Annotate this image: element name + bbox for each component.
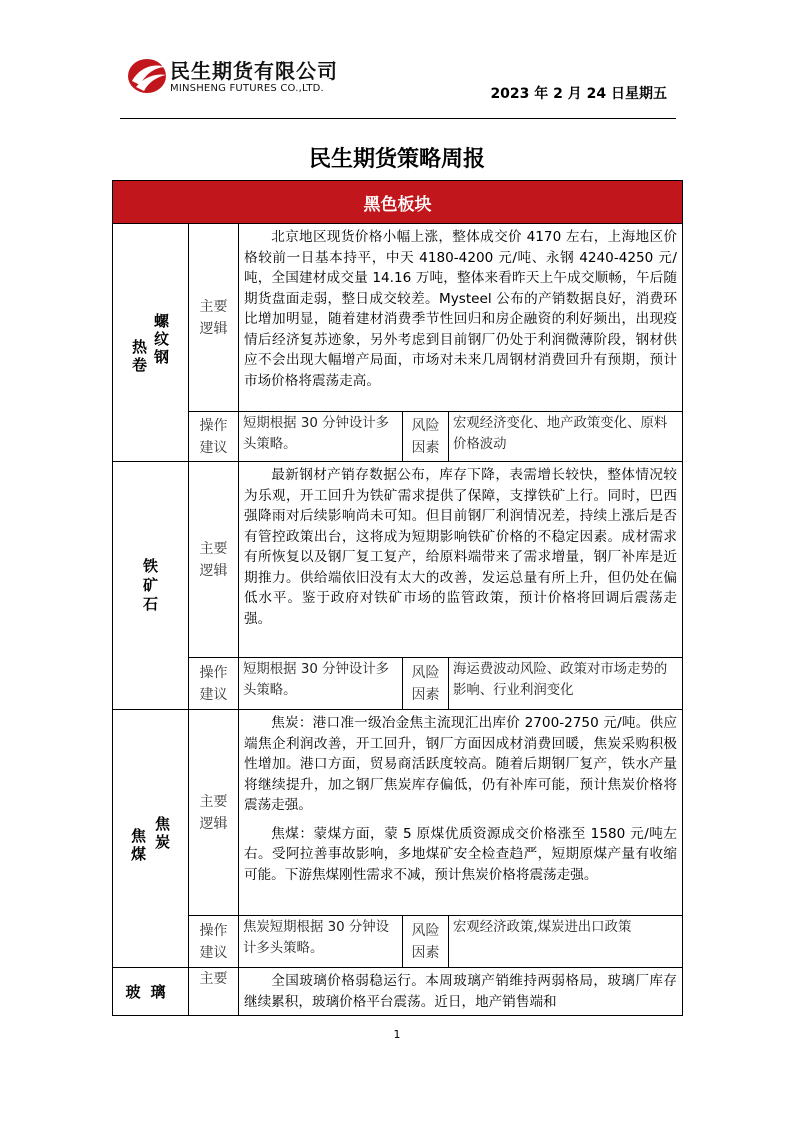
section-header: 黑色板块 (113, 181, 683, 224)
advice-text-iron-ore: 短期根据 30 分钟设计多头策略。 (239, 658, 403, 710)
advice-label: 操作 建议 (189, 916, 239, 968)
category-coal-coke (113, 710, 189, 968)
category-iron-ore: 铁 矿 石 (113, 462, 189, 710)
category-label-rebar: 螺 纹 钢 (153, 311, 169, 366)
advice-label: 操作 建议 (189, 412, 239, 462)
logic-label: 主要 逻辑 (189, 462, 239, 658)
risk-text-coal-coke: 宏观经济政策,煤炭进出口政策 (449, 916, 683, 968)
company-name-en: MINSHENG FUTURES CO.,LTD. (170, 83, 324, 94)
category-label-coke: 焦 炭 (154, 814, 170, 851)
logic-label: 主要 逻辑 (189, 224, 239, 412)
risk-text-rebar: 宏观经济变化、地产政策变化、原料价格波动 (449, 412, 683, 462)
logic-text-rebar: 北京地区现货价格小幅上涨，整体成交价 4170 左右，上海地区价格较前一日基本持平，中天 4180-4200 元/吨、永钢 4240-4250 元/吨，全国建材成交量 14.16 万吨，整体来看昨天上午成交顺畅，午后随期货盘面走弱，整日成交较差。Mysteel 公布的产销数据良好，消费环比增加明显，随着建材消费季节性回归和房企融资的利好频出，出现疫情后经济复苏迹象，另外考虑到目前钢厂仍处于利润微薄阶段，钢材供应不会出现大幅增产局面，市场对未来几周钢材消费回升有预期，预计市场价格将震荡走高。 (239, 224, 683, 412)
logic-text-glass: 全国玻璃价格弱稳运行。本周玻璃产销维持两弱格局，玻璃厂库存继续累积，玻璃价格平台震荡。近日，地产销售端和 (239, 968, 683, 1016)
advice-text-coal-coke: 焦炭短期根据 30 分钟设计多头策略。 (239, 916, 403, 968)
category-rebar-hotcoil (113, 224, 189, 462)
category-label-hotcoil: 热 卷 (131, 337, 147, 374)
report-date: 2023 年 2 月 24 日星期五 (490, 86, 667, 102)
company-name-cn: 民生期货有限公司 (170, 59, 338, 83)
logic-text-coal-coke: 焦炭：港口准一级冶金焦主流现汇出库价 2700-2750 元/吨。供应端焦企利润改善，开工回升，钢厂方面因成材消费回暖，焦炭采购积极性增加。港口方面，贸易商活跃度较高。随着后期钢厂复产，铁水产量将继续提升，加之钢厂焦炭库存偏低，仍有补库可能，预计焦炭价格将震荡走强。 焦煤：蒙煤方面，蒙 5 原煤优质资源成交价格涨至 1580 元/吨左右。受阿拉善事故影响，多地煤矿安全检查趋严，短期原煤产量有收缩可能。下游焦煤刚性需求不减，预计焦炭价格将震荡走强。 (239, 710, 683, 916)
company-logo (126, 55, 366, 103)
risk-label: 风险 因素 (403, 658, 449, 710)
logic-text-iron-ore: 最新钢材产销存数据公布，库存下降，表需增长较快，整体情况较为乐观，开工回升为铁矿需求提供了保障，支撑铁矿上行。同时，巴西强降雨对后续影响尚未可知。但目前钢厂利润情况差，持续上涨后是否有管控政策出台，这将成为短期影响铁矿价格的不稳定因素。成材需求有所恢复以及钢厂复工复产，给原料端带来了需求增量，钢厂补库是近期推力。供给端依旧没有太大的改善，发运总量有所上升，但仍处在偏低水平。鉴于政府对铁矿市场的监管政策，预计价格将回调后震荡走强。 (239, 462, 683, 658)
report-title: 民生期货策略周报 (308, 147, 485, 172)
minsheng-logo-icon (126, 57, 168, 95)
logic-label: 主要 逻辑 (189, 710, 239, 916)
risk-label: 风险 因素 (403, 916, 449, 968)
risk-label: 风险 因素 (403, 412, 449, 462)
logic-label-short: 主要 (189, 968, 239, 1016)
risk-text-iron-ore: 海运费波动风险、政策对市场走势的影响、行业利润变化 (449, 658, 683, 710)
category-glass: 玻璃 (113, 968, 189, 1016)
advice-label: 操作 建议 (189, 658, 239, 710)
category-label-coking-coal: 焦 煤 (130, 826, 146, 863)
strategy-table (112, 180, 683, 1016)
advice-text-rebar: 短期根据 30 分钟设计多头策略。 (239, 412, 403, 462)
header-divider (120, 118, 676, 119)
page-number: 1 (393, 1028, 401, 1041)
